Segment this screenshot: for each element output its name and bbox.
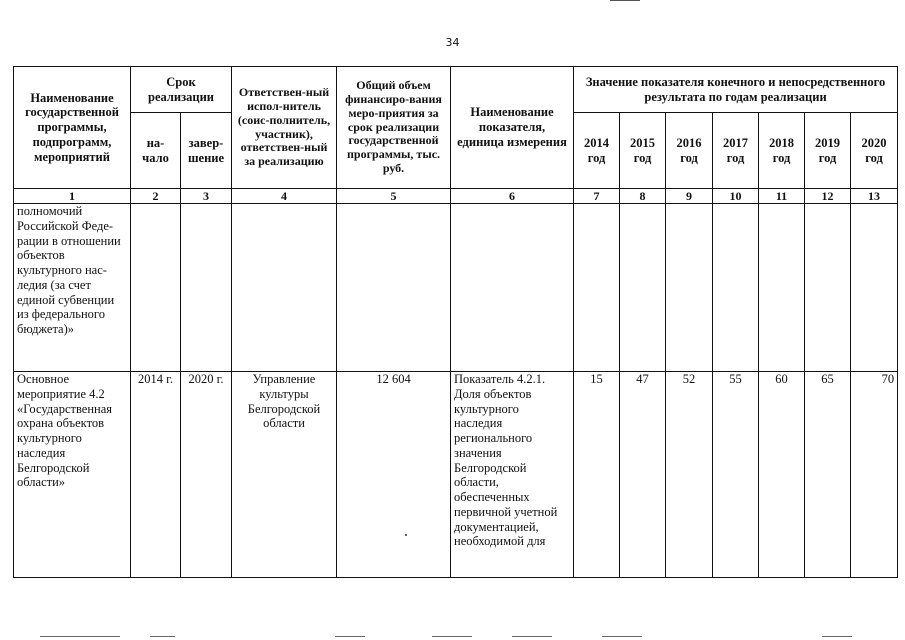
- row-value: 52: [666, 372, 713, 578]
- scan-line: [822, 636, 852, 637]
- column-number: 8: [620, 189, 666, 204]
- row-value: [620, 204, 666, 372]
- header-year: 2017 год: [713, 113, 759, 189]
- row-end: [181, 204, 232, 372]
- column-number: 12: [805, 189, 851, 204]
- column-number: 6: [451, 189, 574, 204]
- column-number: 2: [131, 189, 181, 204]
- row-financing: [337, 204, 451, 372]
- row-value: [805, 204, 851, 372]
- row-indicator: Показатель 4.2.1. Доля объектов культурного наследия регионального значения Белгородской области, обеспеченных первичной учетной документацией, необходимой для: [451, 372, 574, 578]
- row-value: 70: [851, 372, 898, 578]
- row-indicator: [451, 204, 574, 372]
- header-period-start: на-чало: [131, 113, 181, 189]
- row-end: 2020 г.: [181, 372, 232, 578]
- header-year: 2015 год: [620, 113, 666, 189]
- header-year: 2019 год: [805, 113, 851, 189]
- row-value: [759, 204, 805, 372]
- page-number: 34: [445, 36, 460, 49]
- column-number: 13: [851, 189, 898, 204]
- row-value: [713, 204, 759, 372]
- scan-mark: [610, 0, 640, 1]
- row-value: 15: [574, 372, 620, 578]
- column-number: 11: [759, 189, 805, 204]
- row-responsible: [232, 204, 337, 372]
- header-year: 2020 год: [851, 113, 898, 189]
- scan-line: [150, 636, 175, 637]
- table-row: [14, 372, 898, 578]
- header-year: 2018 год: [759, 113, 805, 189]
- row-financing: 12 604: [337, 372, 451, 578]
- header-period: Срок реализации: [131, 67, 232, 113]
- scan-line: [602, 636, 642, 637]
- column-number: 1: [14, 189, 131, 204]
- scan-dot: [405, 534, 407, 536]
- scan-line: [40, 636, 120, 637]
- column-number-row: [14, 189, 898, 204]
- row-value: 65: [805, 372, 851, 578]
- column-number: 3: [181, 189, 232, 204]
- row-start: 2014 г.: [131, 372, 181, 578]
- row-program-name: полномочий Российской Феде-рации в отношении объектов культурного нас-ледия (за счет единой субвенции из федерального бюджета)»: [14, 204, 131, 372]
- program-table: [13, 66, 898, 578]
- row-value: 55: [713, 372, 759, 578]
- header-financing: Общий объем финансиро-вания меро-приятия за срок реализации государственной программы, тыс. руб.: [337, 67, 451, 189]
- row-responsible: Управление культуры Белгородской области: [232, 372, 337, 578]
- header-year: 2016 год: [666, 113, 713, 189]
- row-value: [666, 204, 713, 372]
- row-value: [851, 204, 898, 372]
- column-number: 7: [574, 189, 620, 204]
- column-number: 9: [666, 189, 713, 204]
- row-start: [131, 204, 181, 372]
- column-number: 4: [232, 189, 337, 204]
- scan-line: [335, 636, 365, 637]
- column-number: 5: [337, 189, 451, 204]
- header-responsible: Ответствен-ный испол-нитель (соис-полнитель, участник), ответствен-ный за реализацию: [232, 67, 337, 189]
- scan-line: [432, 636, 472, 637]
- header-year: 2014 год: [574, 113, 620, 189]
- scan-line: [512, 636, 552, 637]
- header-indicator: Наименование показателя, единица измерения: [451, 67, 574, 189]
- header-program-name: Наименование государственной программы, подпрограмм, мероприятий: [14, 67, 131, 189]
- column-number: 10: [713, 189, 759, 204]
- table-row: [14, 204, 898, 372]
- header-period-end: завер-шение: [181, 113, 232, 189]
- header-indicator-values: Значение показателя конечного и непосредственного результата по годам реализации: [574, 67, 898, 113]
- row-program-name: Основное мероприятие 4.2 «Государственная охрана объектов культурного наследия Белгородской области»: [14, 372, 131, 578]
- row-value: [574, 204, 620, 372]
- row-value: 47: [620, 372, 666, 578]
- row-value: 60: [759, 372, 805, 578]
